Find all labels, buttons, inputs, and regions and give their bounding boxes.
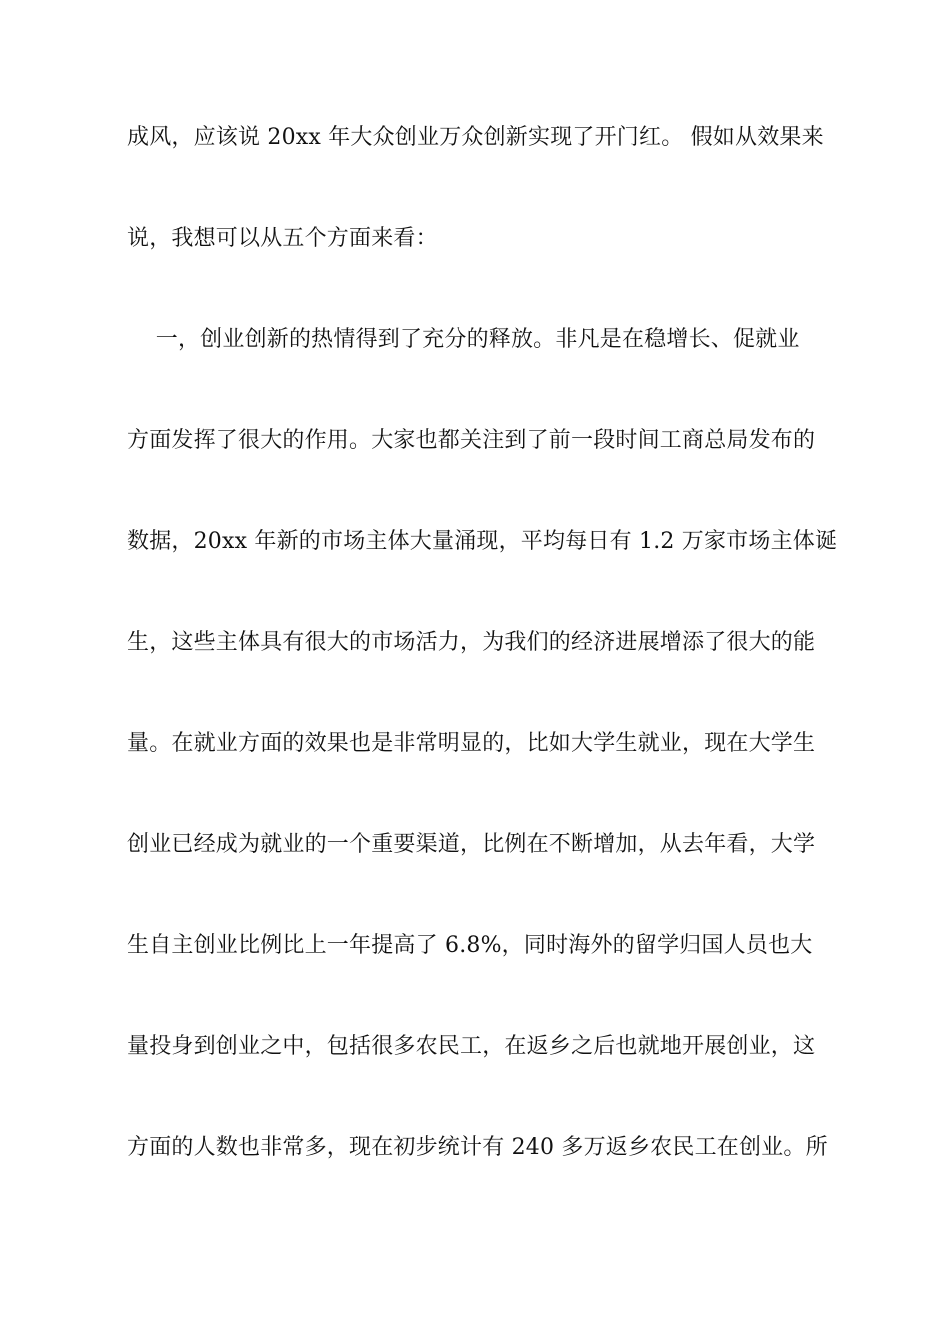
- text-line-9: 生自主创业比例比上一年提高了 6.8%，同时海外的留学归国人员也大: [127, 933, 813, 958]
- text-line-10: 量投身到创业之中，包括很多农民工，在返乡之后也就地开展创业，这: [127, 1034, 816, 1059]
- text-line-2: 说，我想可以从五个方面来看：: [127, 226, 438, 251]
- text-line-8: 创业已经成为就业的一个重要渠道，比例在不断增加，从去年看，大学: [127, 832, 816, 857]
- text-line-11: 方面的人数也非常多，现在初步统计有 240 多万返乡农民工在创业。所: [127, 1135, 828, 1160]
- text-line-7: 量。在就业方面的效果也是非常明显的，比如大学生就业，现在大学生: [127, 731, 816, 756]
- text-line-6: 生，这些主体具有很大的市场活力，为我们的经济进展增添了很大的能: [127, 630, 816, 655]
- text-line-1: 成风，应该说 20xx 年大众创业万众创新实现了开门红。 假如从效果来: [127, 125, 824, 150]
- body-text: [127, 113, 838, 1173]
- text-line-3: 一，创业创新的热情得到了充分的释放。非凡是在稳增长、促就业: [127, 327, 800, 352]
- text-line-4: 方面发挥了很大的作用。大家也都关注到了前一段时间工商总局发布的: [127, 428, 816, 453]
- text-line-5: 数据，20xx 年新的市场主体大量涌现，平均每日有 1.2 万家市场主体诞: [127, 529, 838, 554]
